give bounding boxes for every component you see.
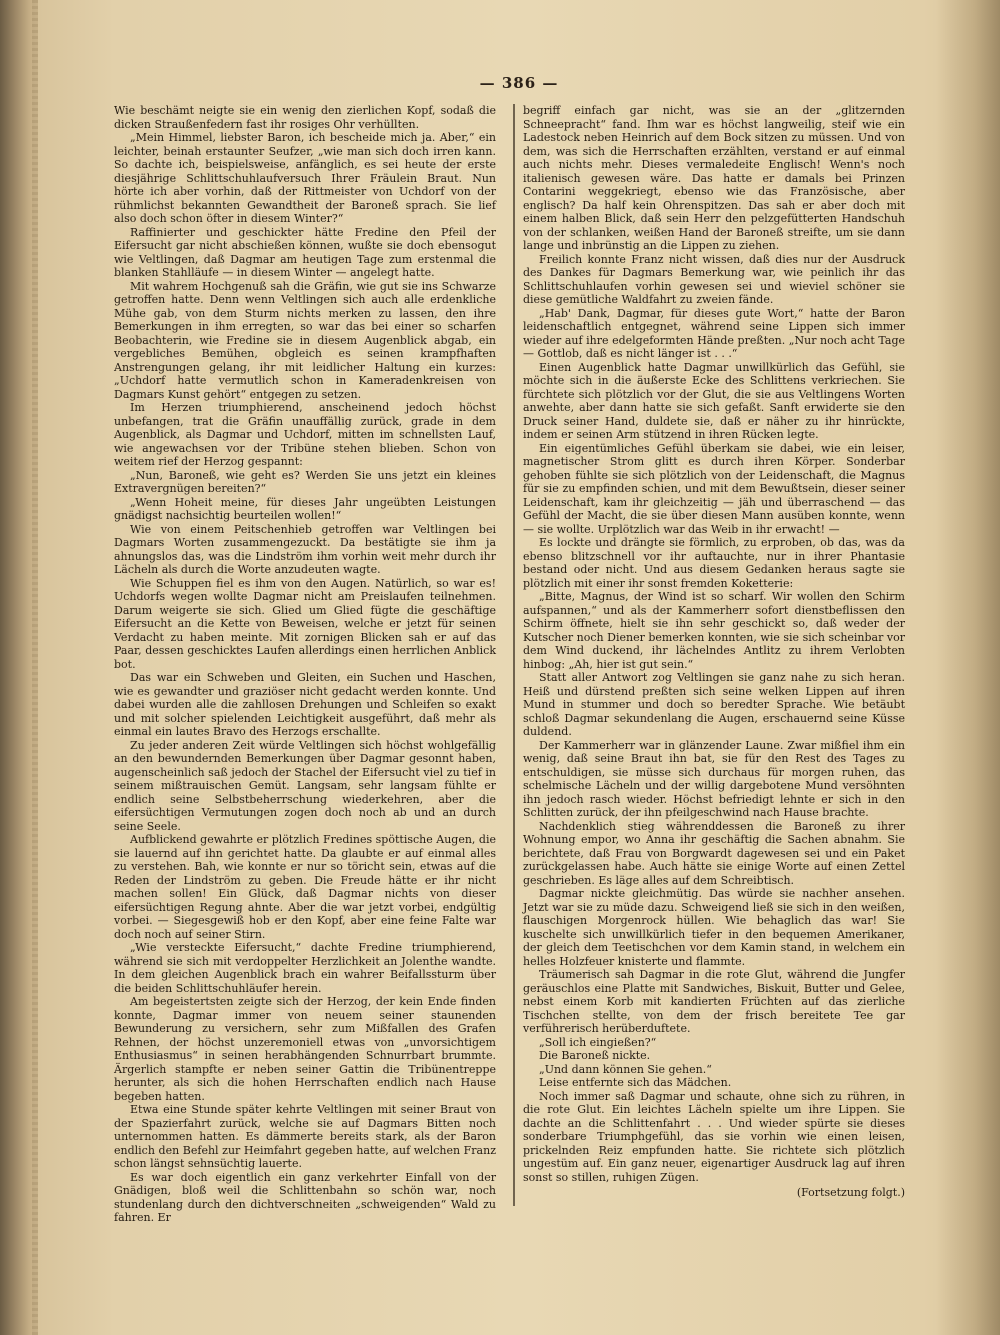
continuation-note: (Fortsetzung folgt.) [796, 1186, 905, 1199]
paragraph: Träumerisch sah Dagmar in die rote Glut, während die Jungfer geräuschlos eine Platte mit Sandwiches, Biskuit, Butter und Gelee, nebst einem Korb mit kandierten Früchten auf das zierliche Tischchen stellte, von dem der frisch bereitete Tee gar verführerisch herüberduftete. [523, 968, 905, 1035]
paragraph: „Nun, Baroneß, wie geht es? Werden Sie uns jetzt ein kleines Extravergnügen bereiten?“ [114, 468, 496, 495]
right-text-column [523, 104, 905, 1200]
paragraph: Leise entfernte sich das Mädchen. [539, 1076, 732, 1089]
paragraph: „Hab' Dank, Dagmar, für dieses gute Wort,“ hatte der Baron leidenschaftlich entgegnet, während seine Lippen sich immer wieder auf ihre edelgeformten Hände preßten. „Nur noch acht Tage — Gottlob, daß es nicht länger ist . . .“ [523, 306, 905, 360]
paragraph: Zu jeder anderen Zeit würde Veltlingen sich höchst wohlgefällig an den bewundernden Bemerkungen über Dagmar gesonnt haben, augenscheinlich saß jedoch der Stachel der Eifersucht viel zu tief in seinem mißtrauischen Gemüt. Langsam, sehr langsam fühlte er endlich seine Selbstbeherrschung wiederkehren, aber die eifersüchtigen Vermutungen zogen doch noch ab und an durch seine Seele. [114, 738, 496, 833]
paragraph: Dagmar nickte gleichmütig. Das würde sie nachher ansehen. Jetzt war sie zu müde dazu. Schweigend ließ sie sich in den weißen, flauschigen Morgenrock hüllen. Wie behaglich das war! Sie kuschelte sich unwillkürlich tiefer in den bequemen Amerikaner, der gleich dem Teetischchen vor dem Kamin stand, in welchem ein helles Holzfeuer knisterte und flammte. [523, 887, 905, 968]
paragraph: „Wenn Hoheit meine, für dieses Jahr ungeübten Leistungen gnädigst nachsichtig beurteilen wollen!“ [114, 495, 496, 522]
paragraph: Wie beschämt neigte sie ein wenig den zierlichen Kopf, sodaß die dicken Straußenfedern fast ihr rosiges Ohr verhüllten. [114, 104, 496, 131]
paragraph: „Wie versteckte Eifersucht,“ dachte Fredine triumphierend, während sie sich mit verdoppelter Herzlichkeit an Jolenthe wandte. In dem gleichen Augenblick brach ein wahrer Beifallssturm über die beiden Schlittschuhläufer herein. [114, 941, 496, 995]
page-number: — 386 — [479, 74, 559, 92]
paragraph: begriff einfach gar nicht, was sie an der „glitzernden Schneepracht“ fand. Ihm war es höchst langweilig, steif wie ein Ladestock neben Heinrich auf dem Bock sitzen zu müssen. Und von dem, was sich die Herrschaften erzählten, verstand er auf einmal auch nichts mehr. Dieses vermaledeite Englisch! Wenn's noch italienisch gewesen wäre. Das hatte er damals bei Prinzen Contarini weggekriegt, ebenso wie das Französische, aber englisch? Da half kein Ohrenspitzen. Das sah er aber doch mit einem halben Blick, daß sein Herr den pelzgefütterten Handschuh von der schlanken, weißen Hand der Baroneß streifte, um sie dann lange und inbrünstig an die Lippen zu ziehen. [523, 104, 905, 252]
paragraph: Es lockte und drängte sie förmlich, zu erproben, ob das, was da ebenso blitzschnell vor ihr auftauchte, nur in ihrer Phantasie bestand oder nicht. Und aus diesem Gedanken heraus sagte sie plötzlich mit einer ihr sonst fremden Koketterie: [523, 536, 905, 590]
page-edge-shadow [936, 0, 1000, 1335]
paragraph: Im Herzen triumphierend, anscheinend jedoch höchst unbefangen, trat die Gräfin unauffällig zurück, grade in dem Augenblick, als Dagmar und Uchdorf, mitten im schnellsten Lauf, wie angewachsen vor der Tribüne stehen blieben. Schon von weitem rief der Herzog gespannt: [114, 401, 496, 468]
paragraph: Mit wahrem Hochgenuß sah die Gräfin, wie gut sie ins Schwarze getroffen hatte. Denn wenn Veltlingen sich auch alle erdenkliche Mühe gab, von dem Sturm nichts merken zu lassen, den ihre Bemerkungen in ihm erregten, so war das bei einer so scharfen Beobachterin, wie Fredine sie in diesem Augenblick abgab, ein vergebliches Bemühen, obgleich es seinen krampfhaften Anstrengungen gelang, ihr mit leidlicher Haltung ein kurzes: „Uchdorf hatte vermutlich schon in Kameradenkreisen von Dagmars Kunst gehört“ entgegen zu setzen. [114, 279, 496, 401]
paragraph: „Mein Himmel, liebster Baron, ich bescheide mich ja. Aber,“ ein leichter, beinah erstaunter Seufzer, „wie man sich doch irren kann. So dachte ich, beispielsweise, anfänglich, es sei heute der erste diesjährige Schlittschuhlaufversuch Ihrer Fräulein Braut. Nun hörte ich aber vorhin, daß der Rittmeister von Uchdorf von der rühmlichst bekannten Gewandtheit der Baroneß sprach. Sie lief also doch schon öfter in diesem Winter?“ [114, 131, 496, 225]
column-divider [513, 104, 515, 1206]
paragraph: Statt aller Antwort zog Veltlingen sie ganz nahe zu sich heran. Heiß und dürstend preßten sich seine welken Lippen auf ihren Mund in stummer und doch so beredter Sprache. Wie betäubt schloß Dagmar sekundenlang die Augen, erschauernd seine Küsse duldend. [523, 671, 905, 738]
paragraph: Am begeistertsten zeigte sich der Herzog, der kein Ende finden konnte, Dagmar immer von neuem seiner staunenden Bewunderung zu versichern, sehr zum Mißfallen des Grafen Rehnen, der höchst unzeremoniell etwas von „unvorsichtigem Enthusiasmus“ in seinen herabhängenden Schnurrbart brummte. Ärgerlich stampfte er neben seiner Gattin die Tribünentreppe herunter, als sich die hohen Herrschaften endlich nach Hause begeben hatten. [114, 995, 496, 1103]
paragraph: Wie von einem Peitschenhieb getroffen war Veltlingen bei Dagmars Worten zusammengezuckt. Da bestätigte sie ihm ja ahnungslos das, was die Lindström ihm vorhin weit mehr durch ihr Lächeln als durch die Worte anzudeuten wagte. [114, 522, 496, 576]
paragraph: Es war doch eigentlich ein ganz verkehrter Einfall von der Gnädigen, bloß weil die Schlittenbahn so schön war, noch stundenlang durch den dichtverschneiten „schweigenden“ Wald zu fahren. Er [114, 1170, 496, 1224]
paragraph: Das war ein Schweben und Gleiten, ein Suchen und Haschen, wie es gewandter und graziöser nicht gedacht werden konnte. Und dabei wurden alle die zahllosen Drehungen und Schleifen so exakt und mit solcher spielenden Leichtigkeit ausgeführt, daß mehr als einmal ein lautes Bravo des Herzogs erschallte. [114, 671, 496, 738]
paragraph: Wie Schuppen fiel es ihm von den Augen. Natürlich, so war es! Uchdorfs wegen wollte Dagmar nicht am Preislaufen teilnehmen. Darum weigerte sie sich. Glied um Glied fügte die geschäftige Eifersucht an die Kette von Beweisen, welche er jetzt für seinen Verdacht zu haben meinte. Mit zornigen Blicken sah er auf das Paar, dessen geschicktes Laufen allerdings einen herrlichen Anblick bot. [114, 576, 496, 671]
left-text-column [114, 104, 496, 1225]
paragraph: „Bitte, Magnus, der Wind ist so scharf. Wir wollen den Schirm aufspannen,“ und als der Kammerherr sofort dienstbeflissen den Schirm öffnete, hielt sie ihn sehr geschickt so, daß weder der Kutscher noch Diener bemerken konnten, wie sie sich scheinbar vor dem Wind duckend, ihr lächelndes Antlitz zu ihrem Verlobten hinbog: „Ah, hier ist gut sein.“ [523, 590, 905, 671]
paragraph: Ein eigentümliches Gefühl überkam sie dabei, wie ein leiser, magnetischer Strom glitt es durch ihren Körper. Sonderbar gehoben fühlte sie sich plötzlich von der Leidenschaft, die Magnus für sie zu empfinden schien, und mit dem Bewußtsein, dieser seiner Leidenschaft, kam ihr gleichzeitig — jäh und überraschend — das Gefühl der Macht, die sie über diesen Mann ausüben konnte, wenn — sie wollte. Urplötzlich war das Weib in ihr erwacht! — [523, 441, 905, 536]
paragraph: „Soll ich eingießen?“ [539, 1035, 657, 1049]
paragraph: Raffinierter und geschickter hätte Fredine den Pfeil der Eifersucht gar nicht abschießen können, wußte sie doch ebensogut wie Veltlingen, daß Dagmar am heutigen Tage zum erstenmal die blanken Stahlläufe — in diesem Winter — angelegt hatte. [114, 225, 496, 279]
paragraph: Der Kammerherr war in glänzender Laune. Zwar mißfiel ihm ein wenig, daß seine Braut ihn bat, sie für den Rest des Tages zu entschuldigen, sie müsse sich durchaus für morgen ruhen, das schelmische Lächeln und der willig dargebotene Mund versöhnten ihn jedoch rasch wieder. Höchst befriedigt lehnte er sich in den Schlitten zurück, der ihn pfeilgeschwind nach Hause brachte. [523, 738, 905, 819]
paragraph: Etwa eine Stunde später kehrte Veltlingen mit seiner Braut von der Spazierfahrt zurück, welche sie auf Dagmars Bitten noch unternommen hatten. Es dämmerte bereits stark, als der Baron endlich den Befehl zur Heimfahrt gegeben hatte, auf welchen Franz schon längst sehnsüchtig lauerte. [114, 1103, 496, 1170]
paragraph: Einen Augenblick hatte Dagmar unwillkürlich das Gefühl, sie möchte sich in die äußerste Ecke des Schlittens verkriechen. Sie fürchtete sich plötzlich vor der Glut, die sie aus Veltlingens Worten anwehte, aber dann hatte sie sich gefaßt. Sanft erwiderte sie den Druck seiner Hand, duldete sie, daß er näher zu ihr hinrückte, indem er seinen Arm stützend in ihren Rücken legte. [523, 360, 905, 441]
paragraph: Die Baroneß nickte. [539, 1049, 651, 1062]
book-spine-edge [0, 0, 38, 1335]
paragraph: Aufblickend gewahrte er plötzlich Fredines spöttische Augen, die sie lauernd auf ihn gerichtet hatte. Da glaubte er auf einmal alles zu verstehen. Bah, wie konnte er nur so töricht sein, etwas auf die Reden der Lindström zu geben. Die Freude hätte er ihr nicht machen sollen! Ein Glück, daß Dagmar nichts von dieser eifersüchtigen Regung ahnte. Aber die war jetzt vorbei, endgültig vorbei. — Siegesgewiß hob er den Kopf, aber eine feine Falte war doch noch auf seiner Stirn. [114, 833, 496, 941]
paragraph: Nachdenklich stieg währenddessen die Baroneß zu ihrer Wohnung empor, wo Anna ihr geschäftig die Sachen abnahm. Sie berichtete, daß Frau von Borgwardt dagewesen sei und ein Paket zurückgelassen habe. Auch hätte sie einige Worte auf einen Zettel geschrieben. Es läge alles auf dem Schreibtisch. [523, 819, 905, 887]
paragraph: Noch immer saß Dagmar und schaute, ohne sich zu rühren, in die rote Glut. Ein leichtes Lächeln spielte um ihre Lippen. Sie dachte an die Schlittenfahrt . . . Und wieder spürte sie dieses sonderbare Triumphgefühl, das sie vorhin wie einen leisen, prickelnden Reiz empfunden hatte. Sie richtete sich plötzlich ungestüm auf. Ein ganz neuer, eigenartiger Ausdruck lag auf ihren sonst so stillen, ruhigen Zügen. [523, 1089, 905, 1184]
paragraph: „Und dann können Sie gehen.“ [539, 1062, 712, 1076]
newspaper-page [38, 0, 1000, 1335]
paragraph: Freilich konnte Franz nicht wissen, daß dies nur der Ausdruck des Dankes für Dagmars Bemerkung war, wie peinlich ihr das Schlittschuhlaufen vorhin gewesen sei und wieviel schöner sie diese gemütliche Waldfahrt zu zweien fände. [523, 252, 905, 306]
